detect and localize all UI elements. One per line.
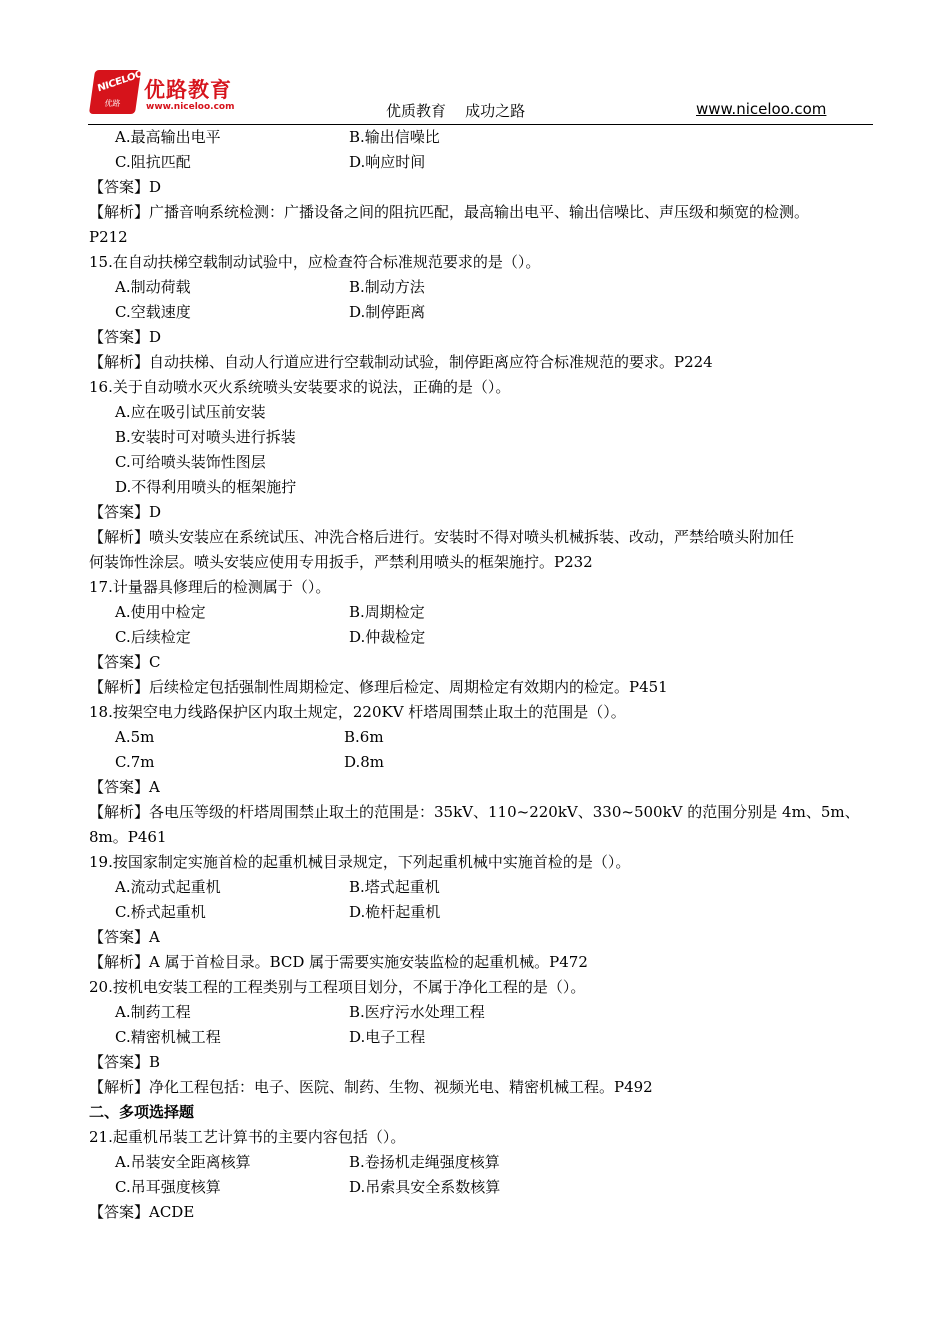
logo-badge: [89, 68, 145, 114]
option: C.吊耳强度核算: [115, 1178, 221, 1196]
explanation-line: 【解析】广播音响系统检测：广播设备之间的阻抗匹配，最高输出电平、输出信噪比、声压级和频宽的检测。: [89, 203, 810, 221]
explanation-line: 【解析】A 属于首检目录。BCD 属于需要实施安装监检的起重机械。P472: [89, 953, 588, 971]
option: B.输出信噪比: [349, 128, 440, 146]
answer-line: 【答案】D: [89, 328, 162, 346]
logo-url: www.niceloo.com: [146, 102, 235, 112]
option: A.吊装安全距离核算: [115, 1153, 251, 1171]
question-17: 17.计量器具修理后的检测属于（）。: [89, 578, 331, 596]
option-row: [89, 900, 875, 925]
explanation-line: 【解析】喷头安装应在系统试压、冲洗合格后进行。安装时不得对喷头机械拆装、改动，严禁给喷头附加任: [89, 528, 795, 546]
question-16: 16.关于自动喷水灭火系统喷头安装要求的说法，正确的是（）。: [89, 378, 511, 396]
option: D.制停距离: [349, 303, 426, 321]
option-row: [89, 875, 875, 900]
option: D.8m: [344, 753, 385, 771]
logo-badge-sub: 优路: [103, 99, 122, 108]
explanation-line: 何装饰性涂层。喷头安装应使用专用扳手，严禁利用喷头的框架施拧。P232: [89, 553, 593, 571]
option: B.6m: [344, 728, 384, 746]
option-row: [89, 750, 875, 775]
question-20: 20.按机电安装工程的工程类别与工程项目划分，不属于净化工程的是（）。: [89, 978, 586, 996]
answer-line: 【答案】C: [89, 653, 161, 671]
question-19: 19.按国家制定实施首检的起重机械目录规定，下列起重机械中实施首检的是（）。: [89, 853, 631, 871]
option: C.桥式起重机: [115, 903, 206, 921]
answer-line: 【答案】B: [89, 1053, 161, 1071]
document-body: [89, 125, 875, 1225]
option: C.空载速度: [115, 303, 191, 321]
option-row: [89, 1175, 875, 1200]
logo-badge-text: NICELOO: [96, 68, 145, 95]
answer-line: 【答案】A: [89, 778, 160, 796]
option-row: [89, 1150, 875, 1175]
option: D.电子工程: [349, 1028, 426, 1046]
option-row: [89, 300, 875, 325]
explanation-line: 8m。P461: [89, 828, 167, 846]
answer-line: 【答案】ACDE: [89, 1203, 195, 1221]
option: A.制药工程: [115, 1003, 191, 1021]
header-slogan: 优质教育 成功之路: [386, 102, 526, 120]
option-row: [89, 725, 875, 750]
explanation-line: P212: [89, 228, 128, 246]
option-row: [89, 625, 875, 650]
option: A.使用中检定: [115, 603, 206, 621]
question-18: 18.按架空电力线路保护区内取土规定，220KV 杆塔周围禁止取土的范围是（）。: [89, 703, 626, 721]
explanation-line: 【解析】自动扶梯、自动人行道应进行空载制动试验，制停距离应符合标准规范的要求。P224: [89, 353, 713, 371]
option-row: [89, 275, 875, 300]
option: A.制动荷载: [115, 278, 191, 296]
option: A.最高输出电平: [115, 128, 221, 146]
option: C.精密机械工程: [115, 1028, 221, 1046]
explanation-line: 【解析】净化工程包括：电子、医院、制药、生物、视频光电、精密机械工程。P492: [89, 1078, 653, 1096]
option: D.仲裁检定: [349, 628, 426, 646]
option: C.可给喷头装饰性图层: [115, 453, 266, 471]
answer-line: 【答案】D: [89, 178, 162, 196]
option: C.阻抗匹配: [115, 153, 191, 171]
answer-line: 【答案】D: [89, 503, 162, 521]
question-15: 15.在自动扶梯空载制动试验中，应检查符合标准规范要求的是（）。: [89, 253, 541, 271]
option: B.周期检定: [349, 603, 425, 621]
option-row: [89, 600, 875, 625]
option: A.5m: [115, 728, 155, 746]
niceloo-logo: [92, 70, 252, 120]
explanation-line: 【解析】各电压等级的杆塔周围禁止取土的范围是：35kV、110~220kV、330~500kV 的范围分别是 4m、5m、: [89, 803, 860, 821]
option: B.卷扬机走绳强度核算: [349, 1153, 500, 1171]
option: B.安装时可对喷头进行拆装: [115, 428, 296, 446]
question-21: 21.起重机吊装工艺计算书的主要内容包括（）。: [89, 1128, 406, 1146]
section-heading: 二、多项选择题: [89, 1103, 195, 1121]
option: D.响应时间: [349, 153, 426, 171]
option: D.不得利用喷头的框架施拧: [115, 478, 297, 496]
header-website-link[interactable]: www.niceloo.com: [696, 100, 827, 118]
logo-name: 优路教育: [144, 78, 232, 102]
option: C.后续检定: [115, 628, 191, 646]
option: A.应在吸引试压前安装: [115, 403, 266, 421]
option-row: [89, 1000, 875, 1025]
page-header: [88, 64, 873, 124]
option-row: [89, 125, 875, 150]
option: C.7m: [115, 753, 155, 771]
explanation-line: 【解析】后续检定包括强制性周期检定、修理后检定、周期检定有效期内的检定。P451: [89, 678, 668, 696]
option: D.吊索具安全系数核算: [349, 1178, 501, 1196]
option: A.流动式起重机: [115, 878, 221, 896]
answer-line: 【答案】A: [89, 928, 160, 946]
option: B.塔式起重机: [349, 878, 440, 896]
option: D.桅杆起重机: [349, 903, 441, 921]
option: B.制动方法: [349, 278, 425, 296]
option: B.医疗污水处理工程: [349, 1003, 485, 1021]
option-row: [89, 1025, 875, 1050]
option-row: [89, 150, 875, 175]
